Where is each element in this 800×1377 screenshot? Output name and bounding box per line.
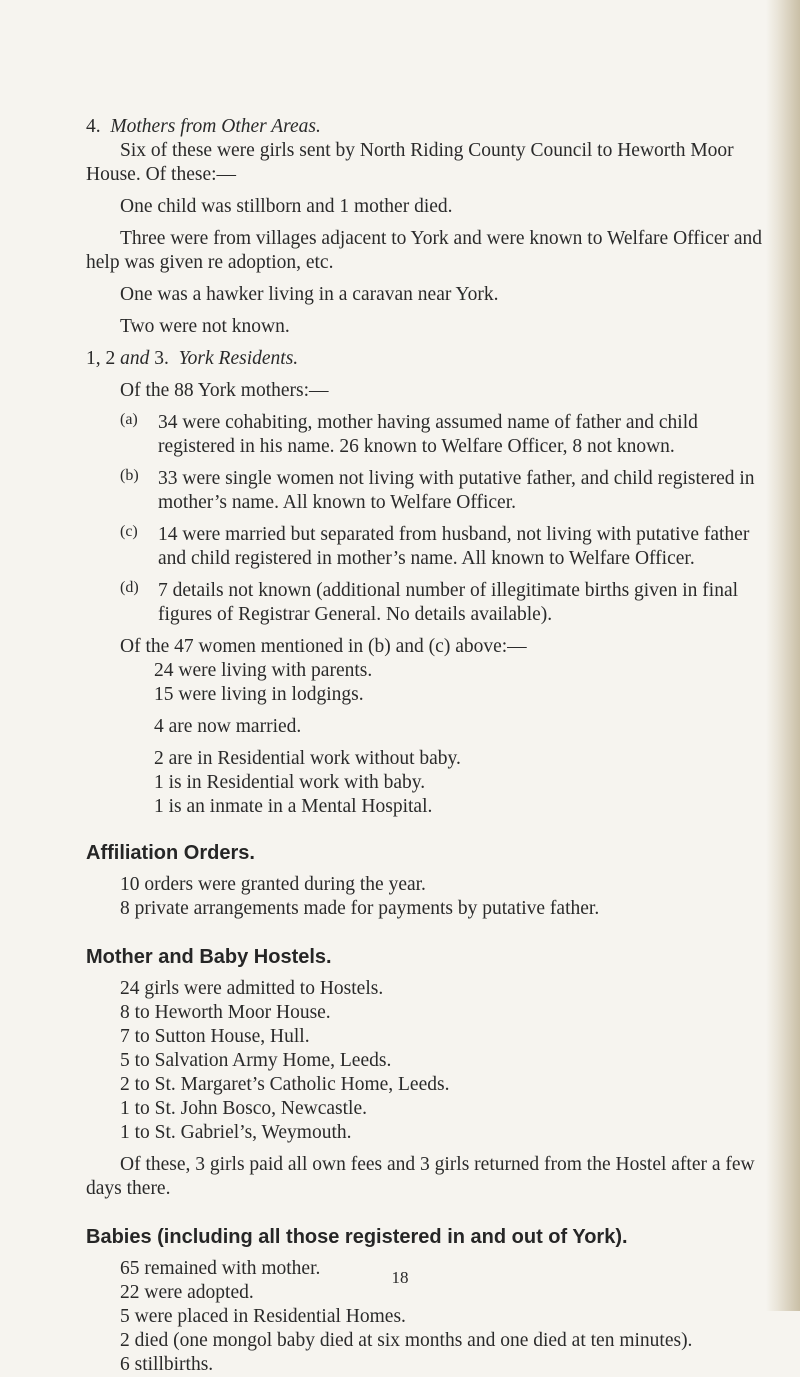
list-line: 24 were living with parents. — [154, 660, 373, 681]
list-item — [120, 523, 766, 571]
list-line: 1 to St. Gabriel’s, Weymouth. — [120, 1122, 352, 1143]
paragraph: One child was stillborn and 1 mother died. — [120, 196, 453, 217]
section-1-2-3-heading — [86, 347, 766, 371]
list-line: 4 are now married. — [154, 716, 302, 737]
list-line: 8 private arrangements made for payments by putative father. — [120, 898, 600, 919]
list-line: 24 girls were admitted to Hostels. — [120, 978, 384, 999]
paragraph: Six of these were girls sent by North Riding County Council to Heworth Moor House. Of these:— — [86, 140, 734, 185]
section-number-last: 3. — [154, 348, 169, 369]
section-4-heading — [86, 115, 766, 139]
list-line: 1 is in Residential work with baby. — [154, 772, 426, 793]
item-text: 14 were married but separated from husband, not living with putative father and child registered in mother’s name. All known to Welfare Officer. — [158, 524, 750, 569]
paragraph: Two were not known. — [120, 316, 290, 337]
section-title: York Residents. — [178, 348, 299, 369]
list-item — [120, 411, 766, 459]
item-text: 34 were cohabiting, mother having assumed name of father and child registered in his name. 26 known to Welfare Officer, 8 not known. — [158, 412, 698, 457]
section-title: Mothers from Other Areas. — [110, 116, 321, 137]
paragraph: One was a hawker living in a caravan near York. — [120, 284, 499, 305]
document-page — [86, 115, 766, 1377]
list-line: 8 to Heworth Moor House. — [120, 1002, 331, 1023]
list-item — [120, 467, 766, 515]
list-line: 10 orders were granted during the year. — [120, 874, 426, 895]
list-line: 2 are in Residential work without baby. — [154, 748, 461, 769]
babies-heading: Babies (including all those registered in and out of York). — [86, 1226, 628, 1248]
paragraph: Of these, 3 girls paid all own fees and 3 girls returned from the Hostel after a few days there. — [86, 1154, 755, 1199]
paragraph: Of the 88 York mothers:— — [120, 380, 329, 401]
list-line: 22 were adopted. — [120, 1282, 254, 1303]
list-line: 5 to Salvation Army Home, Leeds. — [120, 1050, 392, 1071]
hostels-heading: Mother and Baby Hostels. — [86, 946, 332, 968]
list-line: 2 to St. Margaret’s Catholic Home, Leeds. — [120, 1074, 450, 1095]
page-number: 18 — [391, 1268, 409, 1287]
list-line: 5 were placed in Residential Homes. — [120, 1306, 406, 1327]
list-item — [120, 579, 766, 627]
section-and: and — [120, 348, 150, 369]
list-line: 65 remained with mother. — [120, 1258, 321, 1279]
list-line: 2 died (one mongol baby died at six months and one died at ten minutes). — [120, 1330, 693, 1351]
list-line: 15 were living in lodgings. — [154, 684, 364, 705]
list-line: 7 to Sutton House, Hull. — [120, 1026, 310, 1047]
list-line: 1 is an inmate in a Mental Hospital. — [154, 796, 433, 817]
item-text: 7 details not known (additional number of illegitimate births given in final figures of Registrar General. No details available). — [158, 580, 739, 625]
list-line: 1 to St. John Bosco, Newcastle. — [120, 1098, 367, 1119]
item-label: (a) — [120, 411, 138, 428]
item-label: (b) — [120, 467, 139, 484]
section-number: 4. — [86, 116, 101, 137]
page-edge-shadow — [766, 0, 800, 1311]
paragraph: Three were from villages adjacent to York and were known to Welfare Officer and help was given re adoption, etc. — [86, 228, 763, 273]
item-text: 33 were single women not living with putative father, and child registered in mother’s name. All known to Welfare Officer. — [158, 468, 755, 513]
affiliation-heading: Affiliation Orders. — [86, 842, 255, 864]
item-label: (c) — [120, 523, 138, 540]
list-line: 6 stillbirths. — [120, 1354, 214, 1375]
item-label: (d) — [120, 579, 139, 596]
section-numbers: 1, 2 — [86, 348, 116, 369]
paragraph: Of the 47 women mentioned in (b) and (c) above:— — [120, 636, 527, 657]
